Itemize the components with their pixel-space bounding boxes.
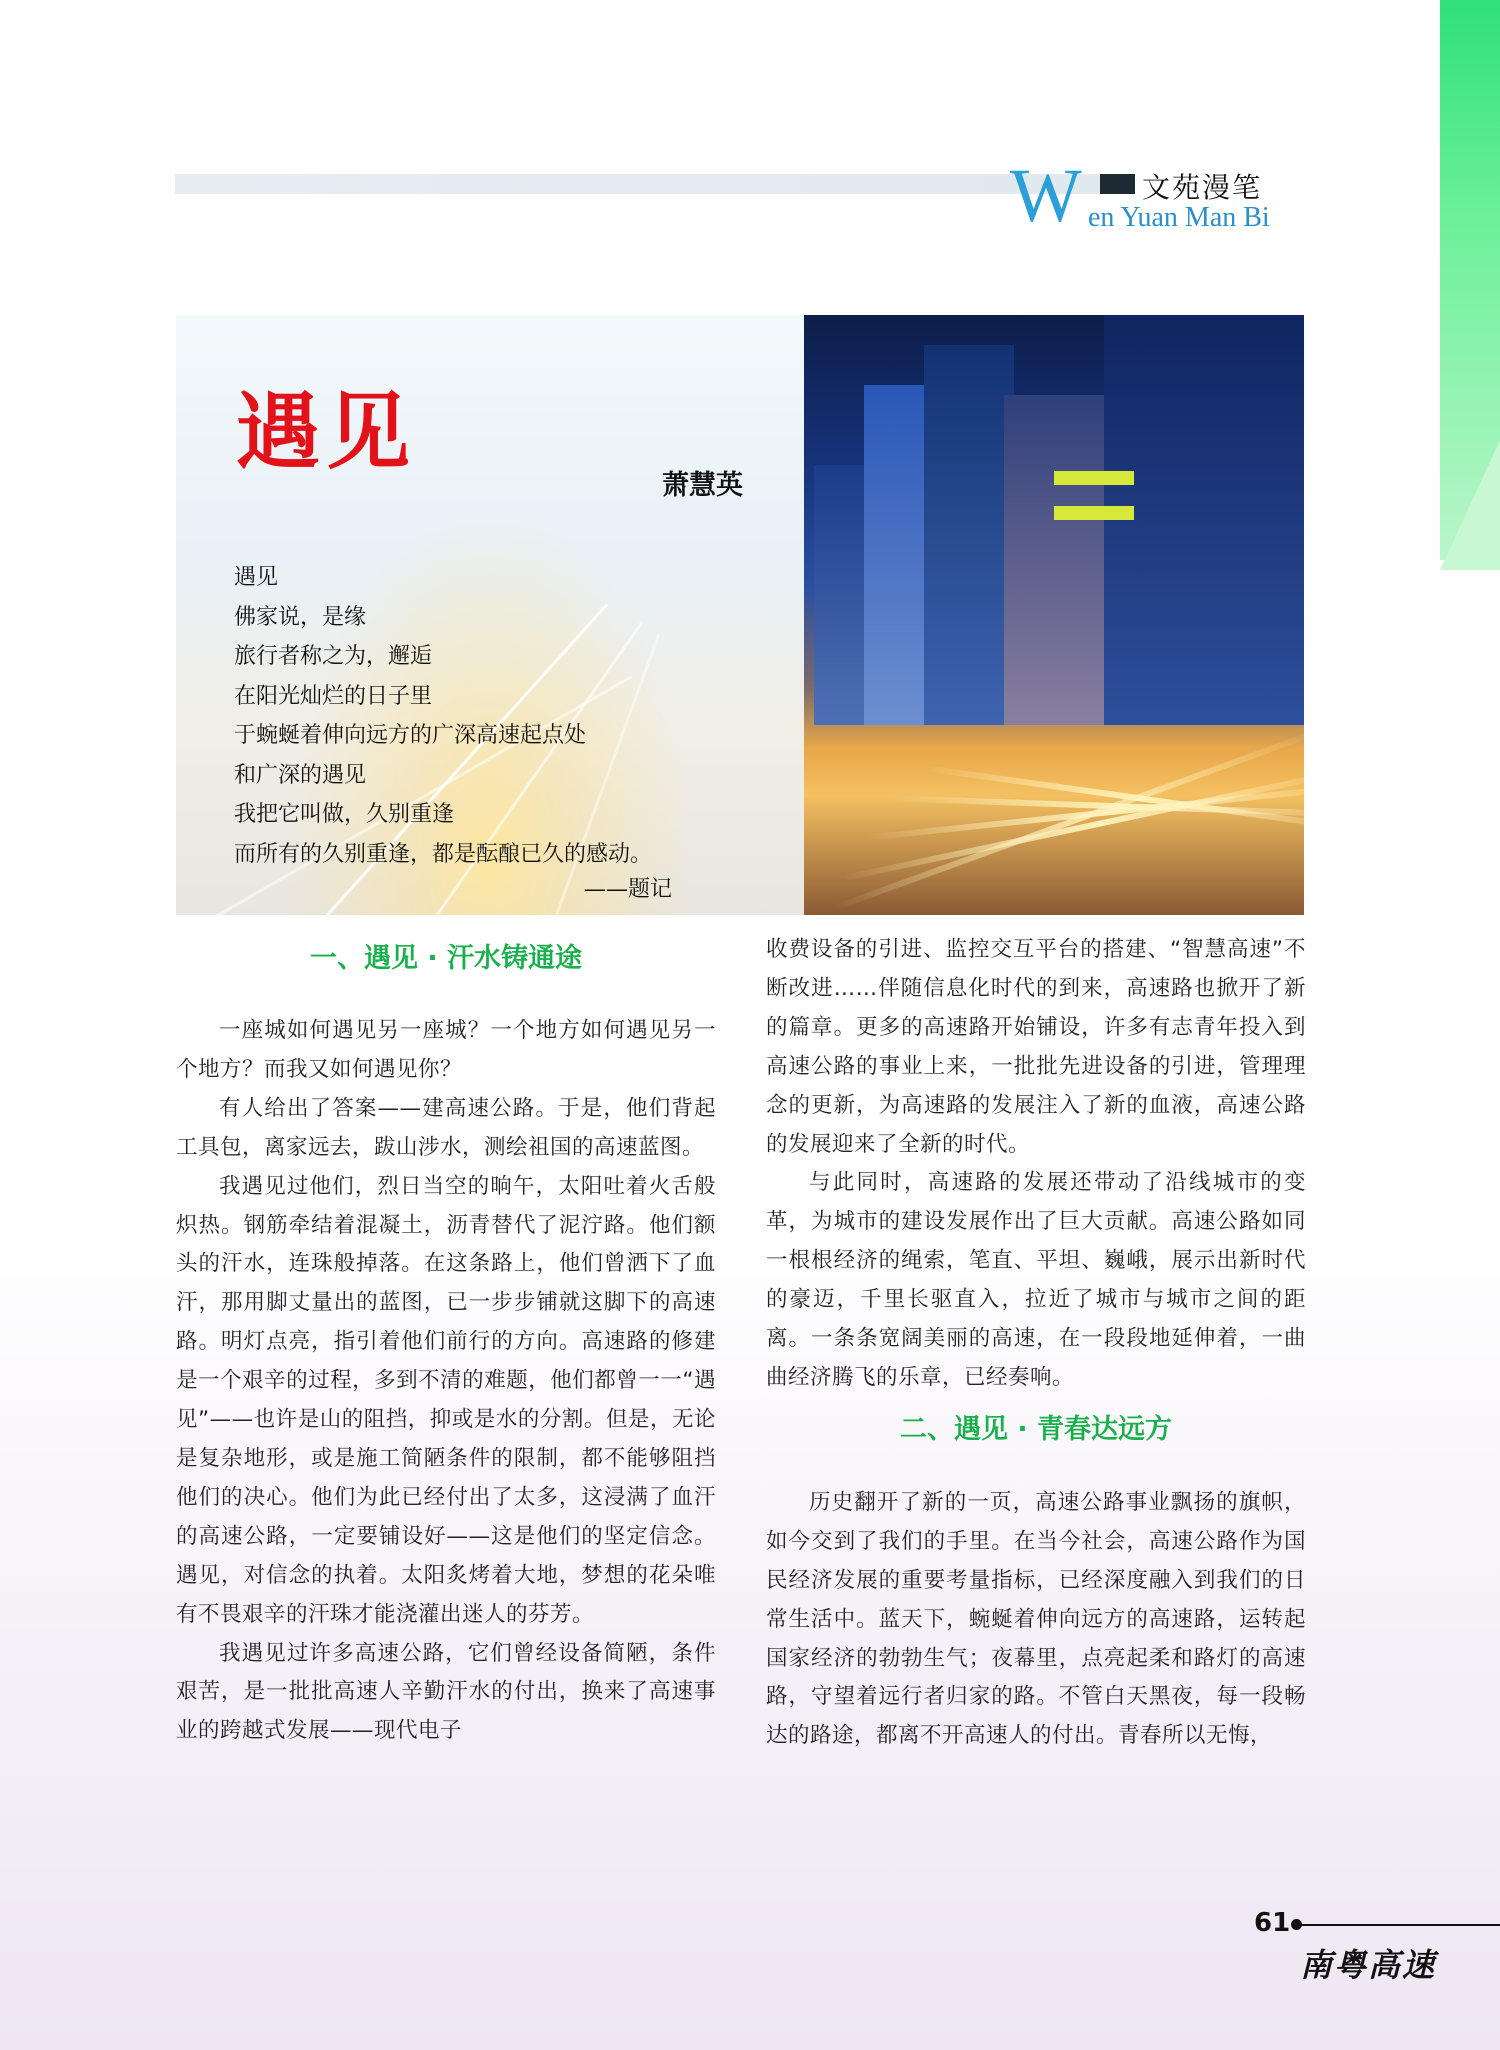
photo-building <box>1104 315 1304 725</box>
section-logo <box>1010 154 1310 238</box>
poem-line: 佛家说，是缘 <box>234 604 367 630</box>
article-paragraph: 一座城如何遇见另一座城？一个地方如何遇见另一个地方？而我又如何遇见你？ <box>176 1018 716 1082</box>
section-heading-2: 二、遇见 · 青春达远方 <box>899 1413 1173 1445</box>
poem-line: 遇见 <box>234 565 279 590</box>
section-logo-letter: W <box>1010 154 1082 238</box>
article-author: 萧慧英 <box>662 470 743 501</box>
section-heading-1: 一、遇见 · 汗水铸通途 <box>309 943 583 974</box>
page-number: 61 <box>1254 1908 1291 1938</box>
poem-line: 于蜿蜒着伸向远方的广深高速起点处 <box>234 723 587 748</box>
article-paragraph: 有人给出了答案——建高速公路。于是，他们背起工具包，离家远去，跋山涉水，测绘祖国的高速蓝图。 <box>176 1095 716 1160</box>
city-night-photo <box>804 315 1304 915</box>
poem-line: 而所有的久别重逢，都是酝酿已久的感动。 <box>234 841 653 867</box>
poem-signature: ——题记 <box>584 877 673 902</box>
article-paragraph: 历史翻开了新的一页，高速公路事业飘扬的旗帜，如今交到了我们的手里。在当今社会，高速公路作为国民经济发展的重要考量指标，已经深度融入到我们的日常生活中。蓝天下，蜿蜒着伸向远方的高速路，运转起国家经济的勃勃生气；夜幕里，点亮起柔和路灯的高速路，守望着远行者归家的路。不管白天黑夜，每一段畅达的路途，都离不开高速人的付出。青春所以无悔， <box>766 1489 1306 1749</box>
poem-line: 和广深的遇见 <box>234 762 367 788</box>
photo-light-trail <box>833 727 1304 910</box>
photo-sign <box>1054 506 1134 520</box>
header-bar <box>175 174 1135 194</box>
article-paragraph: 我遇见过他们，烈日当空的晌午，太阳吐着火舌般炽热。钢筋牵结着混凝土，沥青替代了泥泞路。他们额头的汗水，连珠般掉落。在这条路上，他们曾洒下了血汗，那用脚丈量出的蓝图，已一步步铺就这脚下的高速路。明灯点亮，指引着他们前行的方向。高速路的修建是一个艰辛的过程，多到不清的难题，他们都曾一一“遇见”——也许是山的阻挡，抑或是水的分割。但是，无论是复杂地形，或是施工简陋条件的限制，都不能够阻挡他们的决心。他们为此已经付出了太多，这浸满了血汗的高速公路，一定要铺设好——这是他们的坚定信念。遇见，对信念的执着。太阳炙烤着大地，梦想的花朵唯有不畏艰辛的汗珠才能浇灌出迷人的芬芳。 <box>176 1173 716 1627</box>
poem-block <box>234 558 652 874</box>
poem-line: 我把它叫做，久别重逢 <box>234 802 455 827</box>
article-column-right <box>766 931 1306 1756</box>
side-decoration-fold <box>1440 440 1500 570</box>
article-paragraph: 收费设备的引进、监控交互平台的搭建、“智慧高速”不断改进……伴随信息化时代的到来，高速路也掀开了新的篇章。更多的高速路开始铺设，许多有志青年投入到高速公路的事业上来，一批批先进设备的引进，管理理念的更新，为高速路的发展注入了新的血液，高速公路的发展迎来了全新的时代。 <box>766 937 1306 1157</box>
poem-line: 在阳光灿烂的日子里 <box>234 683 433 709</box>
hero-poem-panel <box>176 315 804 915</box>
poem-line: 旅行者称之为，邂逅 <box>234 644 433 669</box>
photo-building <box>1004 395 1114 725</box>
article-paragraph: 与此同时，高速路的发展还带动了沿线城市的变革，为城市的建设发展作出了巨大贡献。高速公路如同一根根经济的绳索，笔直、平坦、巍峨，展示出新时代的豪迈，千里长驱直入，拉近了城市与城市之间的距离。一条条宽阔美丽的高速，在一段段地延伸着，一曲曲经济腾飞的乐章，已经奏响。 <box>766 1170 1306 1390</box>
magazine-logo: 南粤高速 <box>1300 1946 1437 1984</box>
article-title: 遇见 <box>236 382 417 481</box>
section-title-cn: 文苑漫笔 <box>1142 171 1263 204</box>
hero-banner <box>176 315 1304 915</box>
section-title-en: en Yuan Man Bi <box>1088 202 1270 233</box>
footer-rule <box>1296 1924 1500 1926</box>
photo-sign <box>1054 471 1134 485</box>
article-paragraph: 我遇见过许多高速公路，它们曾经设备简陋，条件艰苦，是一批批高速人辛勤汗水的付出，换来了高速事业的跨越式发展——现代电子 <box>176 1640 716 1744</box>
article-column-left <box>176 930 716 1751</box>
photo-building <box>924 345 1014 725</box>
